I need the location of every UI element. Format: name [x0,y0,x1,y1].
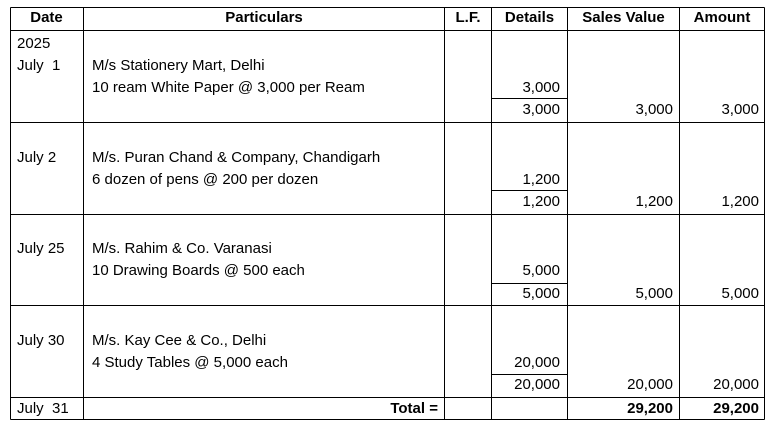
year-label: 2025 [17,35,51,52]
entry-detail-total: 1,200 [522,193,560,210]
entry-amount: 3,000 [721,101,759,118]
entry-date: July 2 [17,149,57,166]
header-date: Date [30,9,63,26]
total-sales-value: 29,200 [627,400,673,417]
header-details: Details [504,9,555,26]
total-date: July 31 [17,400,69,417]
entry-amount: 5,000 [721,285,759,302]
entry-item: 4 Study Tables @ 5,000 each [92,354,288,371]
entry-party: M/s. Rahim & Co. Varanasi [92,240,272,257]
entry-item: 10 Drawing Boards @ 500 each [92,262,305,279]
entry-date: July 1 [17,57,61,74]
entry-detail: 20,000 [514,354,560,371]
header-sales-value: Sales Value [582,9,665,26]
entry-detail: 5,000 [522,262,560,279]
entry-party: M/s. Kay Cee & Co., Delhi [92,332,267,349]
entry-detail: 3,000 [522,79,560,96]
header-lf: L.F. [455,9,481,26]
entry-detail-total: 3,000 [522,101,560,118]
entry-sales-value: 5,000 [635,285,673,302]
entry-sales-value: 1,200 [635,193,673,210]
entry-detail-total: 20,000 [514,376,560,393]
entry-item: 6 dozen of pens @ 200 per dozen [92,171,319,188]
header-amount: Amount [693,9,751,26]
header-particulars: Particulars [225,9,303,26]
entry-detail-total: 5,000 [522,285,560,302]
total-label: Total = [390,400,438,417]
entry-sales-value: 20,000 [627,376,673,393]
entry-sales-value: 3,000 [635,101,673,118]
entry-amount: 1,200 [721,193,759,210]
entry-date: July 25 [17,240,65,257]
entry-date: July 30 [17,332,65,349]
entry-item: 10 ream White Paper @ 3,000 per Ream [92,79,365,96]
entry-amount: 20,000 [713,376,759,393]
entry-party: M/s Stationery Mart, Delhi [92,57,265,74]
total-amount: 29,200 [713,400,759,417]
entry-party: M/s. Puran Chand & Company, Chandigarh [92,149,381,166]
entry-detail: 1,200 [522,171,560,188]
